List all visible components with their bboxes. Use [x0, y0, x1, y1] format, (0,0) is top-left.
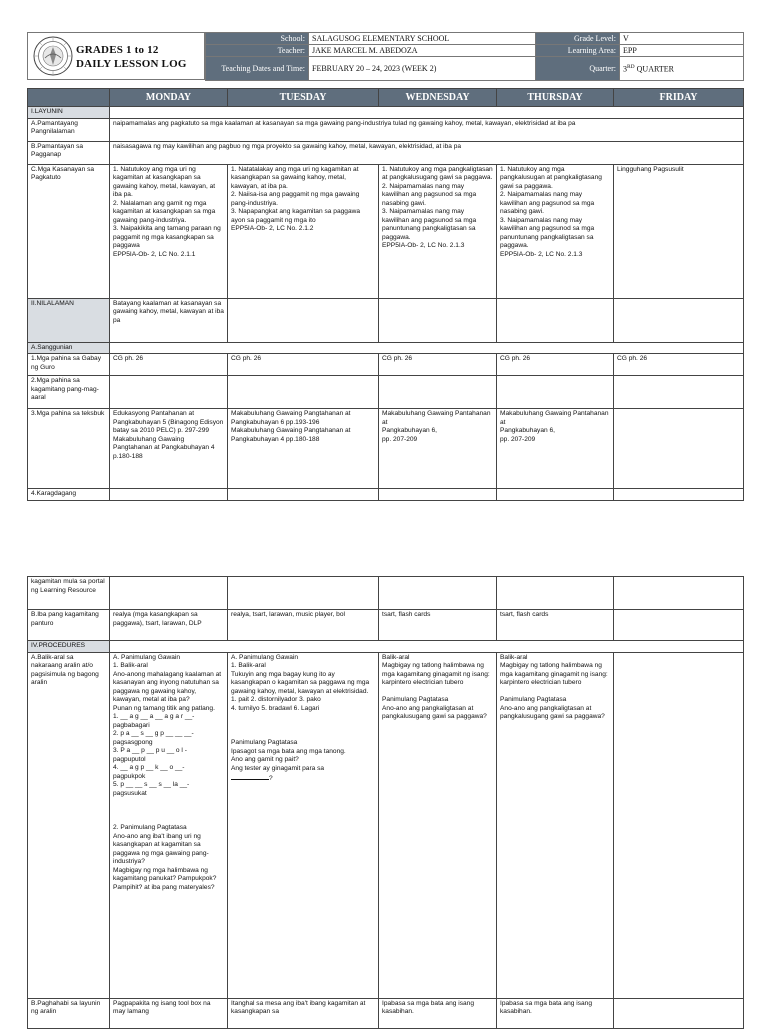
- paghahabi-tuesday: Itanghal sa mesa ang iba't ibang kagamitan at kasangkapan sa: [228, 998, 379, 1028]
- sanggunian-label: A.Sanggunian: [28, 342, 110, 354]
- procedures-label: IV.PROCEDURES: [28, 641, 110, 653]
- balik-aral-label: A.Balik-aral sa nakaraang aralin at/o pagsisimula ng bagong aralin: [28, 652, 110, 998]
- spacer: [231, 713, 375, 739]
- iba-pang-monday: realya (mga kasangkapan sa paggawa), tsart, larawan, DLP: [110, 610, 228, 641]
- day-header-wednesday: WEDNESDAY: [379, 89, 497, 107]
- quarter-number: 3: [623, 64, 627, 74]
- grade-level-value: V: [620, 33, 744, 45]
- karagdagang-label: 4.Karagdagang: [28, 489, 110, 501]
- balik-aral-thursday: Balik-aral Magbigay ng tatlong halimbawa ng mga kagamitang ginagamit ng isang: karpintero electrician tubero Panimulang Pagtatasa Ano-ano ang pangkaligtasan at pangkalusugang gawi sa paggawa?: [497, 652, 614, 998]
- nilalaman-label: II.NILALAMAN: [28, 298, 110, 342]
- logo-title-line2: DAILY LESSON LOG: [76, 58, 187, 70]
- kasanayan-monday: 1. Natutukoy ang mga uri ng kagamitan at kasangkapan sa gawaing kahoy, metal, kawayan, at iba pa. 2. Nalalaman ang gamit ng mga kagamitan at kasangkapan sa mga gawaing pang-industriya. 3. Naipakikita ang tamang paraan ng paggamit ng mga kasangkapan sa paggawa EPP5IA-Ob- 2, LC No. 2.1.1: [110, 164, 228, 298]
- monday-pagtatasa: 2. Panimulang Pagtatasa Ano-ano ang iba't ibang uri ng kasangkapan at kagamitan sa paggawa ng mga gawaing pang-industriya? Magbigay ng mga halimbawa ng kagamitang panukat? Pampukpok? Pampihit? at iba pang materyales?: [113, 824, 217, 891]
- dates-value: FEBRUARY 20 – 24, 2023 (WEEK 2): [309, 57, 536, 81]
- fill-in-answer: pagpuputol: [113, 755, 146, 763]
- paghahabi-thursday: Ipabasa sa mga bata ang isang kasabihan.: [497, 998, 614, 1028]
- logo-cell: [27, 32, 205, 80]
- logo-title: [76, 43, 204, 71]
- balik-aral-tuesday: [228, 652, 379, 998]
- kagamitan-mag-aaral-monday: [110, 376, 228, 409]
- teksbuk-tuesday: Makabuluhang Gawaing Pangtahanan at Pangkabuhayan 6 pp.193-196 Makabuluhang Gawaing Pangtahanan at Pangkabuhayan 4 pp.180-188: [228, 409, 379, 489]
- learning-area-value: EPP: [620, 45, 744, 57]
- karagdagang-cont-tuesday: [228, 577, 379, 610]
- fill-in-item: 4. __ a g p __ k __ o __-: [113, 764, 185, 771]
- day-header-monday: MONDAY: [110, 89, 228, 107]
- layunin-label: I.LAYUNIN: [28, 107, 110, 119]
- logo-title-line1: GRADES 1 to 12: [76, 44, 159, 56]
- quarter-word: QUARTER: [634, 64, 674, 74]
- kasanayan-wednesday: 1. Natutukoy ang mga pangkaligtasan at pangkalusugang gawi sa paggawa. 2. Naipamamalas nang may kawilihan ang pagsunod sa mga nasabing gawi. 3. Naipamamalas nang may kawilihan ang pagsunod sa mga panuntunang pangkaligtasan sa paggawa. EPP5IA-Ob- 2, LC No. 2.1.3: [379, 164, 497, 298]
- paghahabi-monday: Pagpapakita ng isang tool box na may lamang: [110, 998, 228, 1028]
- paghahabi-label: B.Paghahabi sa layunin ng aralin: [28, 998, 110, 1028]
- karagdagang-cont-thursday: [497, 577, 614, 610]
- balik-aral-friday: [614, 652, 744, 998]
- school-label: School:: [206, 33, 309, 45]
- gabay-guro-wednesday: CG ph. 26: [379, 354, 497, 376]
- sanggunian-value: [110, 342, 744, 354]
- lesson-log-header: [27, 32, 743, 80]
- lesson-table-part1: [27, 88, 744, 501]
- fill-in-item: 3. P a __ p __ p u __ o l -: [113, 747, 187, 754]
- nilalaman-tuesday: [228, 298, 379, 342]
- tuesday-blank-line: [231, 773, 375, 784]
- info-table: [205, 32, 744, 81]
- nilalaman-friday: [614, 298, 744, 342]
- karagdagang-cont-wednesday: [379, 577, 497, 610]
- quarter-value: [620, 57, 744, 81]
- nilalaman-wednesday: [379, 298, 497, 342]
- day-header-thursday: THURSDAY: [497, 89, 614, 107]
- kagamitan-mag-aaral-friday: [614, 376, 744, 409]
- monday-intro: A. Panimulang Gawain 1. Balik-aral Ano-anong mahalagang kaalaman at kasanayan ang inyong natutuhan sa paggawa ng gawaing kahoy, kawayan, metal at iba pa? Punan ng tamang titik ang patlang.: [113, 653, 222, 712]
- grade-level-label: Grade Level:: [536, 33, 620, 45]
- fill-in-answer: pagsusukat: [113, 789, 147, 797]
- balik-aral-monday: [110, 652, 228, 998]
- deped-seal-icon: [33, 36, 73, 76]
- pamantayang-pangnilalaman-label: A.Pamantayang Pangnilalaman: [28, 118, 110, 141]
- kagamitan-mag-aaral-wednesday: [379, 376, 497, 409]
- day-header-friday: FRIDAY: [614, 89, 744, 107]
- iba-pang-tuesday: realya, tsart, larawan, music player, bol: [228, 610, 379, 641]
- kagamitan-mag-aaral-thursday: [497, 376, 614, 409]
- day-header-tuesday: TUESDAY: [228, 89, 379, 107]
- iba-pang-label: B.Iba pang kagamitang panturo: [28, 610, 110, 641]
- teacher-value: JAKE MARCEL M. ABEDOZA: [309, 45, 536, 57]
- balik-aral-wednesday: Balik-aral Magbigay ng tatlong halimbawa ng mga kagamitang ginagamit ng isang: karpintero electrician tubero Panimulang Pagtatasa Ano-ano ang pangkaligtasan at pangkalusugang gawi sa paggawa?: [379, 652, 497, 998]
- karagdagang-thursday: [497, 489, 614, 501]
- kagamitan-mag-aaral-tuesday: [228, 376, 379, 409]
- karagdagang-friday: [614, 489, 744, 501]
- tuesday-intro: A. Panimulang Gawain 1. Balik-aral Tukuyin ang mga bagay kung ito ay kasangkapan o kagamitan sa paggawa ng mga gawaing kahoy, metal, kawayan at elektrisidad. 1. pait 2. distornilyador 3. pako 4. turnilyo 5. bradawl 6. Lagari: [231, 653, 370, 712]
- pamantayan-pagganap-value: naisasagawa ng may kawilihan ang pagbuo ng mga proyekto sa gawaing kahoy, metal, kawayan, elektrisidad, at iba pa: [110, 141, 744, 164]
- procedures-value: [110, 641, 744, 653]
- kasanayan-thursday: 1. Natutukoy ang mga pangkalusugan at pangkaligtasang gawi sa paggawa. 2. Naipamamalas nang may kawilihan ang pagsunod sa mga nasabing gawi. 3. Naipamamalas nang may kawilihan ang pagsunod sa mga panuntunang pangkaligtasan sa paggawa. EPP5IA-Ob- 2, LC No. 2.1.3: [497, 164, 614, 298]
- quarter-label: Quarter:: [536, 57, 620, 81]
- iba-pang-friday: [614, 610, 744, 641]
- iba-pang-wednesday: tsart, flash cards: [379, 610, 497, 641]
- paghahabi-wednesday: Ipabasa sa mga bata ang isang kasabihan.: [379, 998, 497, 1028]
- kagamitan-mag-aaral-label: 2.Mga pahina sa kagamitang pang-mag-aaral: [28, 376, 110, 409]
- karagdagang-monday: [110, 489, 228, 501]
- quarter-suffix: RD: [627, 64, 635, 71]
- dates-label: Teaching Dates and Time:: [206, 57, 309, 81]
- karagdagang-cont-label: kagamitan mula sa portal ng Learning Resource: [28, 577, 110, 610]
- pamantayang-pangnilalaman-value: naipamamalas ang pagkatuto sa mga kaalaman at kasanayan sa mga gawaing pang-industriya tulad ng gawaing kahoy, metal, kawayan, elektrisidad at iba pa: [110, 118, 744, 141]
- kasanayan-label: C.Mga Kasanayan sa Pagkatuto: [28, 164, 110, 298]
- fill-in-item: 2. p a __ s __ g p __ __ __-: [113, 730, 194, 737]
- pamantayan-pagganap-label: B.Pamantayan sa Pagganap: [28, 141, 110, 164]
- nilalaman-thursday: [497, 298, 614, 342]
- tuesday-pagtatasa: Panimulang Pagtatasa Ipasagot sa mga bata ang mga tanong. Ano ang gamit ng pait? Ang tester ay ginagamit para sa: [231, 739, 346, 772]
- school-value: SALAGUSOG ELEMENTARY SCHOOL: [309, 33, 536, 45]
- fill-in-item: 5. p __ __ s __ s __ la __-: [113, 781, 190, 788]
- lesson-table-part2: [27, 576, 744, 1029]
- karagdagang-cont-friday: [614, 577, 744, 610]
- nilalaman-monday: Batayang kaalaman at kasanayan sa gawaing kahoy, metal, kawayan at iba pa: [110, 298, 228, 342]
- corner-header-cell: [28, 89, 110, 107]
- gabay-guro-tuesday: CG ph. 26: [228, 354, 379, 376]
- answer-blank: [231, 773, 269, 780]
- karagdagang-cont-monday: [110, 577, 228, 610]
- fill-in-answer: pagsasgpong: [113, 738, 153, 746]
- gabay-guro-thursday: CG ph. 26: [497, 354, 614, 376]
- layunin-value: [110, 107, 744, 119]
- gabay-guro-friday: CG ph. 26: [614, 354, 744, 376]
- teksbuk-friday: [614, 409, 744, 489]
- learning-area-label: Learning Area:: [536, 45, 620, 57]
- fill-in-answer: pagbabagari: [113, 721, 150, 729]
- fill-in-item: 1. __ a g __ a __ a g a r __-: [113, 713, 195, 720]
- fill-in-answer: pagpukpok: [113, 772, 146, 780]
- teksbuk-monday: Edukasyong Pantahanan at Pangkabuhayan 5 (Binagong Edisyon batay sa 2010 PELC) p. 297-299 Makabuluhang Gawaing Pangtahanan at Pangkabuhayan 4 p.180-188: [110, 409, 228, 489]
- kasanayan-friday: Lingguhang Pagsusulit: [614, 164, 744, 298]
- karagdagang-wednesday: [379, 489, 497, 501]
- iba-pang-thursday: tsart, flash cards: [497, 610, 614, 641]
- karagdagang-tuesday: [228, 489, 379, 501]
- gabay-guro-monday: CG ph. 26: [110, 354, 228, 376]
- teksbuk-thursday: Makabuluhang Gawaing Pantahanan at Pangkabuhayan 6, pp. 207-209: [497, 409, 614, 489]
- teacher-label: Teacher:: [206, 45, 309, 57]
- kasanayan-tuesday: 1. Natatalakay ang mga uri ng kagamitan at kasangkapan sa gawaing kahoy, metal, kawayan, at iba pa. 2. Naiisa-isa ang paggamit ng mga gawaing pang-industriya. 3. Napapangkat ang kagamitan sa paggawa ayon sa paggamit ng mga ito EPP5IA-Ob- 2, LC No. 2.1.2: [228, 164, 379, 298]
- teksbuk-wednesday: Makabuluhang Gawaing Pantahanan at Pangkabuhayan 6, pp. 207-209: [379, 409, 497, 489]
- blank-end: ?: [269, 775, 273, 782]
- gabay-guro-label: 1.Mga pahina sa Gabay ng Guro: [28, 354, 110, 376]
- teksbuk-label: 3.Mga pahina sa teksbuk: [28, 409, 110, 489]
- spacer: [113, 798, 224, 824]
